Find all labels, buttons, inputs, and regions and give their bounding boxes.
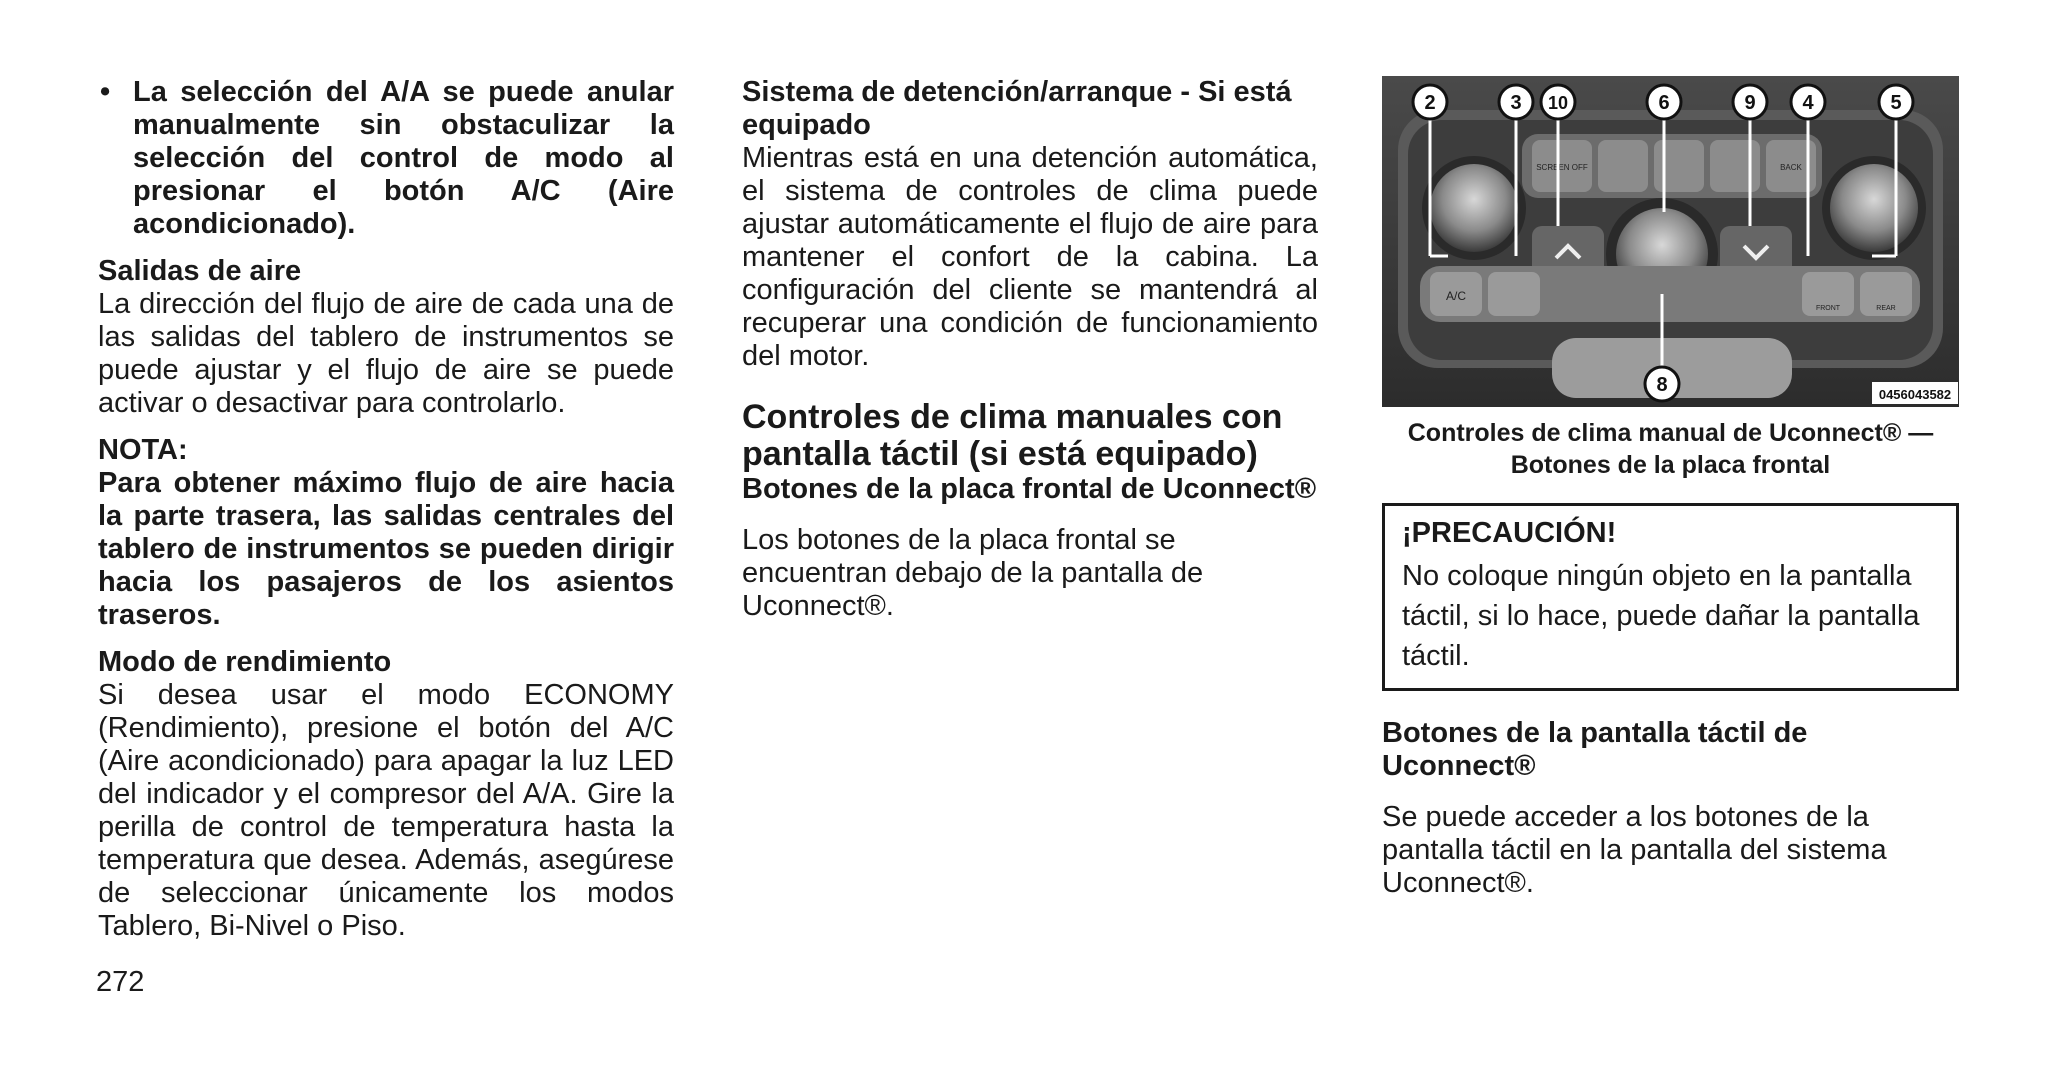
figure-caption: Controles de clima manual de Uconnect® — Botones de la placa frontal	[1407, 419, 1934, 479]
front-label: FRONT	[1815, 305, 1841, 312]
callout-2: 2	[1424, 92, 1436, 114]
touchscreen-text: Se puede acceder a los botones de la pantalla táctil en la pantalla del sistema Uconnect®.	[1382, 801, 1887, 899]
callout-5: 5	[1890, 92, 1902, 114]
bullet-item	[98, 76, 674, 241]
faceplate-text: Los botones de la placa frontal se encuentran debajo de la pantalla de Uconnect®.	[742, 524, 1204, 622]
bullet-text: La selección del A/A se puede anular manualmente sin obstaculizar la selección del control de modo al presionar el botón A/C (Aire acondicionado).	[133, 76, 674, 240]
stop-start-heading: Sistema de detención/arranque - Si está equipado	[742, 76, 1292, 141]
bullet-marker: •	[100, 76, 111, 108]
back-label: BACK	[1780, 163, 1802, 172]
callout-10: 10	[1547, 93, 1569, 113]
middle-column	[742, 76, 1318, 623]
performance-mode-heading: Modo de rendimiento	[98, 646, 392, 678]
callout-3: 3	[1510, 92, 1522, 114]
right-column	[1382, 76, 1959, 900]
screen-off-label: SCREEN OFF	[1536, 163, 1588, 172]
callout-6: 6	[1658, 92, 1670, 114]
caution-title: ¡PRECAUCIÓN!	[1402, 517, 1617, 549]
image-code: 0456043582	[1878, 387, 1952, 402]
page-number: 272	[96, 966, 145, 998]
note-heading: NOTA:	[98, 434, 188, 466]
rear-label: REAR	[1876, 305, 1896, 312]
climate-controls-photo	[1382, 76, 1959, 407]
left-column	[98, 76, 674, 943]
callout-4: 4	[1802, 92, 1814, 114]
performance-mode-text: Si desea usar el modo ECONOMY (Rendimiento), presione el botón del A/C (Aire acondicionado) para apagar la luz LED del indicador y el compresor del A/A. Gire la perilla de control de temperatura hasta la temperatura que desea. Además, asegúrese de seleccionar únicamente los modos Tablero, Bi-Nivel o Piso.	[98, 679, 674, 942]
callout-9: 9	[1744, 92, 1756, 114]
touchscreen-heading: Botones de la pantalla táctil de Uconnect®	[1382, 717, 1808, 782]
stop-start-text: Mientras está en una detención automática, el sistema de controles de clima puede ajustar automáticamente el flujo de aire para mantener el confort de la cabina. La configuración del cliente se mantendrá al recuperar una condición de funcionamiento del motor.	[742, 142, 1318, 372]
section-title: Controles de clima manuales con pantalla táctil (si está equipado)	[742, 398, 1283, 473]
callout-8: 8	[1656, 374, 1668, 396]
faceplate-heading: Botones de la placa frontal de Uconnect®	[742, 473, 1317, 505]
note-text: Para obtener máximo flujo de aire hacia la parte trasera, las salidas centrales del tablero de instrumentos se pueden dirigir hacia los pasajeros de los asientos traseros.	[98, 467, 674, 631]
air-outlets-text: La dirección del flujo de aire de cada una de las salidas del tablero de instrumentos se puede ajustar y el flujo de aire se puede activar o desactivar para controlarlo.	[98, 288, 674, 419]
ac-button-label: A/C	[1445, 289, 1467, 303]
air-outlets-heading: Salidas de aire	[98, 255, 302, 287]
caution-box	[1382, 503, 1959, 691]
caution-text: No coloque ningún objeto en la pantalla táctil, si lo hace, puede dañar la pantalla táctil.	[1402, 560, 1920, 672]
